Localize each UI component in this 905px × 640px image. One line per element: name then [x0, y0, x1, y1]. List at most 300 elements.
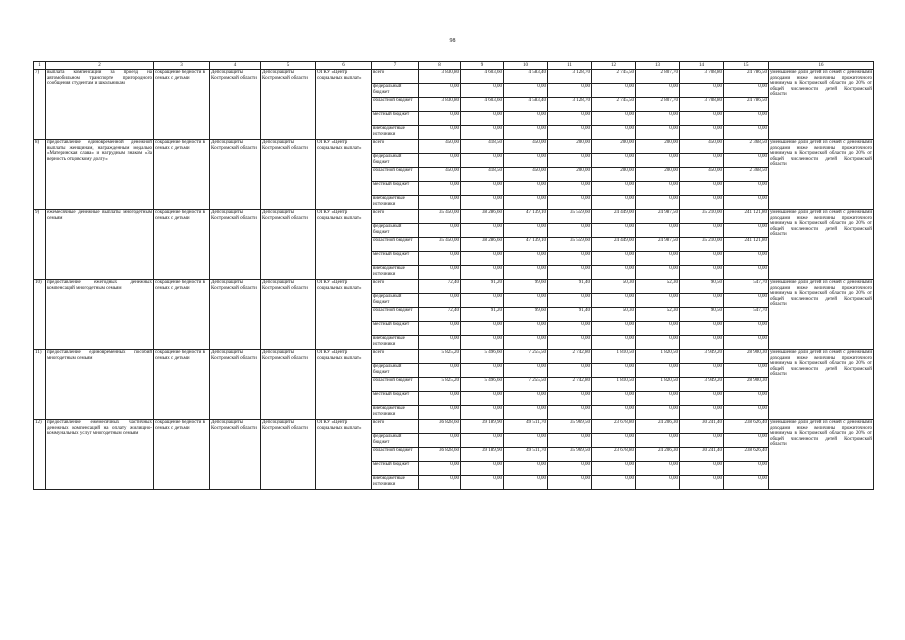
value-cell: 0,00: [548, 182, 592, 196]
value-cell: 0,00: [419, 112, 461, 126]
value-cell: 35 210,00: [680, 210, 724, 224]
value-cell: 24 987,50: [636, 210, 680, 224]
value-cell: 0,00: [419, 336, 461, 350]
source-cell: внебюджетные источники: [372, 336, 419, 350]
value-cell: 0,00: [504, 252, 548, 266]
institution-cell: ОГКУ «Центр социальных выплат»: [316, 280, 372, 350]
value-cell: 0,00: [461, 112, 504, 126]
table-row: [34, 140, 874, 154]
value-cell: 0,00: [680, 336, 724, 350]
value-cell: 0,00: [724, 392, 769, 406]
column-number-row: [34, 62, 874, 70]
value-cell: 0,00: [548, 434, 592, 448]
value-cell: 0,00: [636, 252, 680, 266]
column-number-cell: 10: [504, 62, 548, 70]
value-cell: 0,00: [419, 224, 461, 238]
row-number-cell: 9): [34, 210, 46, 280]
value-cell: 200,00: [592, 168, 636, 182]
value-cell: 0,00: [461, 252, 504, 266]
source-cell: внебюджетные источники: [372, 476, 419, 490]
value-cell: 28 900,30: [724, 350, 769, 364]
value-cell: 2 742,80: [548, 350, 592, 364]
value-cell: 38 286,60: [461, 210, 504, 224]
value-cell: 0,00: [548, 336, 592, 350]
source-cell: федеральный бюджет: [372, 84, 419, 98]
value-cell: 0,00: [636, 266, 680, 280]
value-cell: 0,00: [680, 462, 724, 476]
value-cell: 39 189,90: [461, 420, 504, 434]
value-cell: 0,00: [636, 406, 680, 420]
value-cell: 0,00: [592, 406, 636, 420]
value-cell: 0,00: [636, 224, 680, 238]
institution-cell: ОГКУ «Центр социальных выплат»: [316, 140, 372, 210]
value-cell: 0,00: [461, 182, 504, 196]
measure-cell: выплата компенсации за проезд на автомобильном транспорте пригородного сообщения студентам и школьникам: [46, 70, 154, 140]
source-cell: всего: [372, 280, 419, 294]
source-cell: всего: [372, 350, 419, 364]
value-cell: 24 206,30: [636, 420, 680, 434]
value-cell: 0,00: [680, 252, 724, 266]
value-cell: 24 449,00: [592, 238, 636, 252]
value-cell: 2 745,50: [592, 70, 636, 84]
value-cell: 3 830,80: [419, 70, 461, 84]
value-cell: 35 559,60: [548, 238, 592, 252]
column-number-cell: 16: [769, 62, 874, 70]
value-cell: 0,00: [504, 266, 548, 280]
value-cell: 0,00: [548, 294, 592, 308]
value-cell: 0,00: [504, 364, 548, 378]
value-cell: 0,00: [461, 476, 504, 490]
value-cell: 24 987,50: [636, 238, 680, 252]
value-cell: 450,00: [680, 168, 724, 182]
source-cell: областной бюджет: [372, 98, 419, 112]
value-cell: 0,00: [636, 196, 680, 210]
goal-cell: сокращение бедности в семьях с детьми: [154, 140, 210, 210]
value-cell: 0,00: [419, 406, 461, 420]
value-cell: 3 830,80: [419, 98, 461, 112]
goal-cell: сокращение бедности в семьях с детьми: [154, 420, 210, 490]
value-cell: 91,20: [461, 308, 504, 322]
value-cell: 0,00: [724, 266, 769, 280]
value-cell: 4 583,40: [504, 70, 548, 84]
value-cell: 0,00: [592, 476, 636, 490]
value-cell: 3 128,70: [548, 98, 592, 112]
value-cell: 0,00: [724, 84, 769, 98]
value-cell: 547,70: [724, 280, 769, 294]
source-cell: федеральный бюджет: [372, 154, 419, 168]
column-number-cell: 4: [210, 62, 261, 70]
value-cell: 0,00: [548, 252, 592, 266]
value-cell: 5 496,60: [461, 378, 504, 392]
value-cell: 0,00: [548, 364, 592, 378]
value-cell: 0,00: [504, 336, 548, 350]
value-cell: 0,00: [592, 294, 636, 308]
goal-cell: сокращение бедности в семьях с детьми: [154, 70, 210, 140]
executor-cell: Депсоцзащиты Костромской области: [210, 420, 261, 490]
value-cell: 450,00: [504, 168, 548, 182]
value-cell: 0,00: [461, 154, 504, 168]
value-cell: 30 241,40: [680, 448, 724, 462]
value-cell: 0,00: [636, 322, 680, 336]
source-cell: федеральный бюджет: [372, 294, 419, 308]
table-row: [34, 210, 874, 224]
value-cell: 0,00: [548, 224, 592, 238]
source-cell: местный бюджет: [372, 182, 419, 196]
value-cell: 0,00: [724, 182, 769, 196]
value-cell: 2 807,70: [636, 98, 680, 112]
value-cell: 200,00: [592, 140, 636, 154]
value-cell: 0,00: [548, 112, 592, 126]
measure-cell: предоставление ежемесячных частичных денежных компенсаций на оплату жилищно-коммунальных услуг многодетным семьям: [46, 420, 154, 490]
value-cell: 0,00: [419, 294, 461, 308]
value-cell: 0,00: [680, 182, 724, 196]
value-cell: 0,00: [724, 154, 769, 168]
value-cell: 0,00: [419, 322, 461, 336]
value-cell: 91,40: [548, 280, 592, 294]
row-number-cell: 8): [34, 140, 46, 210]
column-number-cell: 1: [34, 62, 46, 70]
value-cell: 39 189,90: [461, 448, 504, 462]
value-cell: 2 807,70: [636, 70, 680, 84]
goal-cell: сокращение бедности в семьях с детьми: [154, 350, 210, 420]
source-cell: местный бюджет: [372, 252, 419, 266]
source-cell: всего: [372, 420, 419, 434]
value-cell: 0,00: [680, 434, 724, 448]
value-cell: 0,00: [724, 126, 769, 140]
institution-cell: ОГКУ «Центр социальных выплат»: [316, 350, 372, 420]
value-cell: 0,00: [419, 182, 461, 196]
source-cell: внебюджетные источники: [372, 406, 419, 420]
column-number-cell: 2: [46, 62, 154, 70]
column-number-cell: 11: [548, 62, 592, 70]
value-cell: 0,00: [592, 252, 636, 266]
value-cell: 0,00: [419, 364, 461, 378]
value-cell: 0,00: [724, 252, 769, 266]
value-cell: 200,00: [548, 140, 592, 154]
value-cell: 0,00: [419, 462, 461, 476]
value-cell: 238 626,40: [724, 420, 769, 434]
value-cell: 450,00: [419, 140, 461, 154]
value-cell: 0,00: [504, 196, 548, 210]
value-cell: 50,30: [592, 308, 636, 322]
value-cell: 23 678,80: [592, 448, 636, 462]
value-cell: 0,00: [548, 476, 592, 490]
value-cell: 47 139,10: [504, 238, 548, 252]
value-cell: 0,00: [548, 196, 592, 210]
result-cell: уменьшение доли детей из семей с денежными доходами ниже величины прожиточного минимума в Костромской области до 20% от общей численности детей Костромской области: [769, 140, 874, 210]
value-cell: 547,70: [724, 308, 769, 322]
value-cell: 52,30: [636, 280, 680, 294]
institution-cell: ОГКУ «Центр социальных выплат»: [316, 70, 372, 140]
value-cell: 0,00: [461, 84, 504, 98]
value-cell: 0,00: [724, 322, 769, 336]
value-cell: 0,00: [636, 154, 680, 168]
row-number-cell: 7): [34, 70, 46, 140]
value-cell: 0,00: [680, 84, 724, 98]
value-cell: 200,00: [636, 168, 680, 182]
table-row: [34, 350, 874, 364]
column-number-cell: 15: [724, 62, 769, 70]
coexecutor-cell: Депсоцзащиты Костромской области: [261, 420, 316, 490]
value-cell: 0,00: [504, 392, 548, 406]
result-cell: уменьшение доли детей из семей с денежными доходами ниже величины прожиточного минимума в Костромской области до 20% от общей численности детей Костромской области: [769, 70, 874, 140]
source-cell: всего: [372, 70, 419, 84]
value-cell: 28 900,30: [724, 378, 769, 392]
value-cell: 0,00: [504, 84, 548, 98]
goal-cell: сокращение бедности в семьях с детьми: [154, 280, 210, 350]
value-cell: 0,00: [636, 182, 680, 196]
value-cell: 418,50: [461, 140, 504, 154]
value-cell: 0,00: [592, 196, 636, 210]
value-cell: 0,00: [419, 126, 461, 140]
coexecutor-cell: Депсоцзащиты Костромской области: [261, 350, 316, 420]
value-cell: 35 969,50: [548, 448, 592, 462]
value-cell: 0,00: [724, 462, 769, 476]
result-cell: уменьшение доли детей из семей с денежными доходами ниже величины прожиточного минимума в Костромской области до 20% от общей численности детей Костромской области: [769, 420, 874, 490]
value-cell: 0,00: [636, 434, 680, 448]
value-cell: 0,00: [636, 364, 680, 378]
column-number-cell: 8: [419, 62, 461, 70]
value-cell: 0,00: [636, 84, 680, 98]
value-cell: 0,00: [419, 392, 461, 406]
source-cell: внебюджетные источники: [372, 266, 419, 280]
value-cell: 0,00: [419, 434, 461, 448]
value-cell: 0,00: [724, 406, 769, 420]
value-cell: 50,30: [592, 280, 636, 294]
source-cell: федеральный бюджет: [372, 364, 419, 378]
value-cell: 0,00: [724, 364, 769, 378]
value-cell: 4 583,40: [504, 98, 548, 112]
value-cell: 0,00: [592, 336, 636, 350]
column-number-cell: 14: [680, 62, 724, 70]
institution-cell: ОГКУ «Центр социальных выплат»: [316, 420, 372, 490]
value-cell: 35 210,00: [680, 238, 724, 252]
value-cell: 23 678,80: [592, 420, 636, 434]
value-cell: 36 828,60: [419, 448, 461, 462]
value-cell: 0,00: [680, 322, 724, 336]
value-cell: 0,00: [548, 406, 592, 420]
value-cell: 0,00: [461, 336, 504, 350]
value-cell: 0,00: [680, 224, 724, 238]
result-cell: уменьшение доли детей из семей с денежными доходами ниже величины прожиточного минимума в Костромской области до 20% от общей численности детей Костромской области: [769, 350, 874, 420]
value-cell: 0,00: [592, 224, 636, 238]
value-cell: 35 450,00: [419, 238, 461, 252]
value-cell: 0,00: [461, 322, 504, 336]
value-cell: 241 121,80: [724, 238, 769, 252]
column-number-cell: 12: [592, 62, 636, 70]
value-cell: 0,00: [724, 476, 769, 490]
value-cell: 0,00: [592, 126, 636, 140]
value-cell: 30 241,40: [680, 420, 724, 434]
source-cell: областной бюджет: [372, 308, 419, 322]
value-cell: 0,00: [592, 266, 636, 280]
value-cell: 24 786,50: [724, 70, 769, 84]
value-cell: 0,00: [680, 112, 724, 126]
source-cell: местный бюджет: [372, 392, 419, 406]
source-cell: местный бюджет: [372, 322, 419, 336]
value-cell: 47 139,10: [504, 210, 548, 224]
measure-cell: ежемесячные денежные выплаты многодетным семьям: [46, 210, 154, 280]
value-cell: 1 810,50: [592, 350, 636, 364]
value-cell: 49 511,70: [504, 448, 548, 462]
value-cell: 38 286,60: [461, 238, 504, 252]
value-cell: 0,00: [636, 112, 680, 126]
value-cell: 0,00: [680, 364, 724, 378]
value-cell: 5 825,20: [419, 350, 461, 364]
value-cell: 5 825,20: [419, 378, 461, 392]
value-cell: 0,00: [636, 392, 680, 406]
value-cell: 0,00: [461, 196, 504, 210]
value-cell: 0,00: [419, 252, 461, 266]
value-cell: 91,20: [461, 280, 504, 294]
value-cell: 0,00: [680, 406, 724, 420]
value-cell: 0,00: [504, 224, 548, 238]
source-cell: внебюджетные источники: [372, 196, 419, 210]
value-cell: 3 949,20: [680, 350, 724, 364]
source-cell: внебюджетные источники: [372, 126, 419, 140]
source-cell: всего: [372, 140, 419, 154]
source-cell: областной бюджет: [372, 378, 419, 392]
value-cell: 0,00: [419, 154, 461, 168]
value-cell: 0,00: [724, 294, 769, 308]
value-cell: 0,00: [592, 182, 636, 196]
coexecutor-cell: Депсоцзащиты Костромской области: [261, 140, 316, 210]
value-cell: 72,40: [419, 280, 461, 294]
measure-cell: предоставление единовременных пособий многодетным семьям: [46, 350, 154, 420]
value-cell: 24 206,30: [636, 448, 680, 462]
value-cell: 0,00: [680, 196, 724, 210]
goal-cell: сокращение бедности в семьях с детьми: [154, 210, 210, 280]
value-cell: 0,00: [461, 406, 504, 420]
value-cell: 0,00: [592, 434, 636, 448]
value-cell: 90,50: [680, 308, 724, 322]
value-cell: 0,00: [592, 154, 636, 168]
executor-cell: Депсоцзащиты Костромской области: [210, 140, 261, 210]
value-cell: 0,00: [548, 84, 592, 98]
value-cell: 99,60: [504, 308, 548, 322]
value-cell: 3 128,70: [548, 70, 592, 84]
value-cell: 450,00: [680, 140, 724, 154]
value-cell: 72,40: [419, 308, 461, 322]
value-cell: 2 368,50: [724, 168, 769, 182]
value-cell: 450,00: [504, 140, 548, 154]
row-number-cell: 12): [34, 420, 46, 490]
column-number-cell: 3: [154, 62, 210, 70]
value-cell: 200,00: [636, 140, 680, 154]
value-cell: 418,50: [461, 168, 504, 182]
value-cell: 0,00: [504, 154, 548, 168]
coexecutor-cell: Депсоцзащиты Костромской области: [261, 280, 316, 350]
value-cell: 0,00: [504, 126, 548, 140]
value-cell: 0,00: [680, 266, 724, 280]
source-cell: областной бюджет: [372, 238, 419, 252]
coexecutor-cell: Депсоцзащиты Костромской области: [261, 210, 316, 280]
table-row: [34, 420, 874, 434]
value-cell: 0,00: [636, 294, 680, 308]
program-table: [33, 61, 874, 490]
column-number-cell: 7: [372, 62, 419, 70]
value-cell: 36 828,60: [419, 420, 461, 434]
value-cell: 7 255,50: [504, 378, 548, 392]
source-cell: местный бюджет: [372, 112, 419, 126]
value-cell: 0,00: [724, 224, 769, 238]
value-cell: 0,00: [680, 154, 724, 168]
value-cell: 4 603,60: [461, 98, 504, 112]
value-cell: 0,00: [724, 434, 769, 448]
value-cell: 35 450,00: [419, 210, 461, 224]
value-cell: 0,00: [548, 322, 592, 336]
table-row: [34, 70, 874, 84]
value-cell: 0,00: [461, 126, 504, 140]
value-cell: 91,40: [548, 308, 592, 322]
value-cell: 0,00: [419, 84, 461, 98]
value-cell: 0,00: [461, 266, 504, 280]
value-cell: 0,00: [592, 322, 636, 336]
institution-cell: ОГКУ «Центр социальных выплат»: [316, 210, 372, 280]
value-cell: 0,00: [592, 392, 636, 406]
column-number-cell: 9: [461, 62, 504, 70]
executor-cell: Депсоцзащиты Костромской области: [210, 350, 261, 420]
coexecutor-cell: Депсоцзащиты Костромской области: [261, 70, 316, 140]
executor-cell: Депсоцзащиты Костромской области: [210, 210, 261, 280]
value-cell: 0,00: [548, 266, 592, 280]
value-cell: 0,00: [680, 392, 724, 406]
source-cell: областной бюджет: [372, 168, 419, 182]
value-cell: 238 626,40: [724, 448, 769, 462]
value-cell: 0,00: [724, 196, 769, 210]
value-cell: 0,00: [680, 294, 724, 308]
value-cell: 0,00: [548, 154, 592, 168]
value-cell: 3 949,20: [680, 378, 724, 392]
executor-cell: Депсоцзащиты Костромской области: [210, 70, 261, 140]
value-cell: 0,00: [504, 476, 548, 490]
value-cell: 3 708,80: [680, 98, 724, 112]
value-cell: 2 368,50: [724, 140, 769, 154]
value-cell: 49 511,70: [504, 420, 548, 434]
value-cell: 35 559,60: [548, 210, 592, 224]
value-cell: 0,00: [724, 112, 769, 126]
source-cell: федеральный бюджет: [372, 224, 419, 238]
value-cell: 0,00: [548, 462, 592, 476]
value-cell: 35 969,50: [548, 420, 592, 434]
value-cell: 99,60: [504, 280, 548, 294]
value-cell: 0,00: [548, 126, 592, 140]
value-cell: 0,00: [504, 112, 548, 126]
value-cell: 0,00: [419, 196, 461, 210]
measure-cell: предоставление единовременной денежной выплаты женщинам, награжденным медалью «Материнская слава» и нагрудным знаком «За верность отцовскому долгу»: [46, 140, 154, 210]
value-cell: 0,00: [592, 462, 636, 476]
value-cell: 0,00: [461, 294, 504, 308]
row-number-cell: 11): [34, 350, 46, 420]
measure-cell: предоставление ежегодных денежных компенсаций многодетным семьям: [46, 280, 154, 350]
value-cell: 0,00: [504, 322, 548, 336]
value-cell: 2 742,80: [548, 378, 592, 392]
value-cell: 0,00: [636, 336, 680, 350]
row-number-cell: 10): [34, 280, 46, 350]
value-cell: 0,00: [461, 224, 504, 238]
table-row: [34, 280, 874, 294]
value-cell: 0,00: [504, 294, 548, 308]
value-cell: 0,00: [724, 336, 769, 350]
value-cell: 0,00: [504, 182, 548, 196]
column-number-cell: 6: [316, 62, 372, 70]
value-cell: 0,00: [504, 462, 548, 476]
value-cell: 0,00: [636, 462, 680, 476]
value-cell: 24 786,50: [724, 98, 769, 112]
value-cell: 0,00: [461, 392, 504, 406]
value-cell: 0,00: [504, 434, 548, 448]
value-cell: 0,00: [592, 84, 636, 98]
